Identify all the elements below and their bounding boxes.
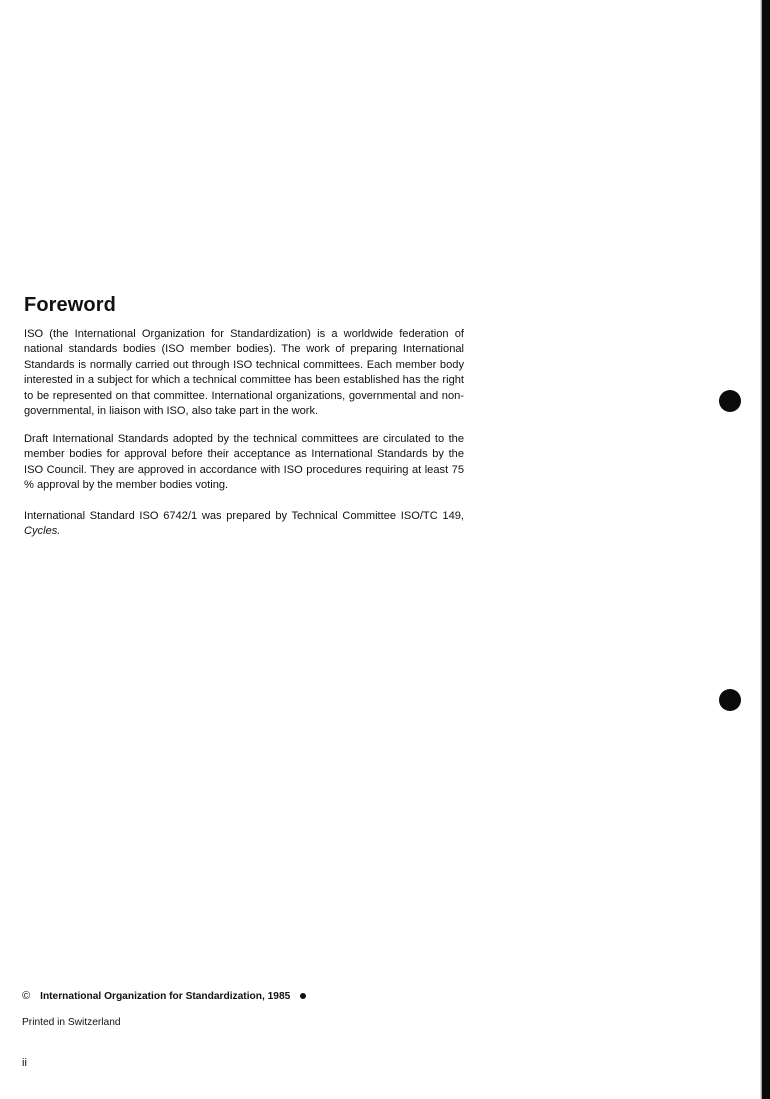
foreword-paragraph-1: ISO (the International Organization for Standardization) is a worldwide federation of national standards bodies (ISO member bodies). The work of preparing International Standards is normally carried out through ISO technical committees. Each member body interested in a subject for which a technical committee has been established has the right to be represented on that committee. International organizations, governmental and non-governmental, in liaison with ISO, also take part in the work. <box>24 328 464 418</box>
page-number: ii <box>22 1057 27 1069</box>
scan-edge <box>762 0 770 1099</box>
committee-name: Cycles. <box>24 525 61 538</box>
printed-location: Printed in Switzerland <box>22 1017 121 1028</box>
copyright-text: International Organization for Standardization, 1985 <box>40 990 291 1002</box>
copyright-line <box>22 990 306 1002</box>
foreword-paragraph-3 <box>24 509 464 540</box>
binder-hole-icon <box>719 390 741 412</box>
binder-hole-icon <box>719 689 741 711</box>
foreword-paragraph-3-text: International Standard ISO 6742/1 was prepared by Technical Committee ISO/TC 149, <box>24 510 464 522</box>
foreword-paragraph-2: Draft International Standards adopted by the technical committees are circulated to the member bodies for approval before their acceptance as International Standards by the ISO Council. They are approved in accordance with ISO procedures requiring at least 75 % approval by the member bodies voting. <box>24 433 464 492</box>
copyright-icon: © <box>22 990 31 1002</box>
page-title: Foreword <box>24 294 116 316</box>
bullet-icon <box>300 993 306 999</box>
